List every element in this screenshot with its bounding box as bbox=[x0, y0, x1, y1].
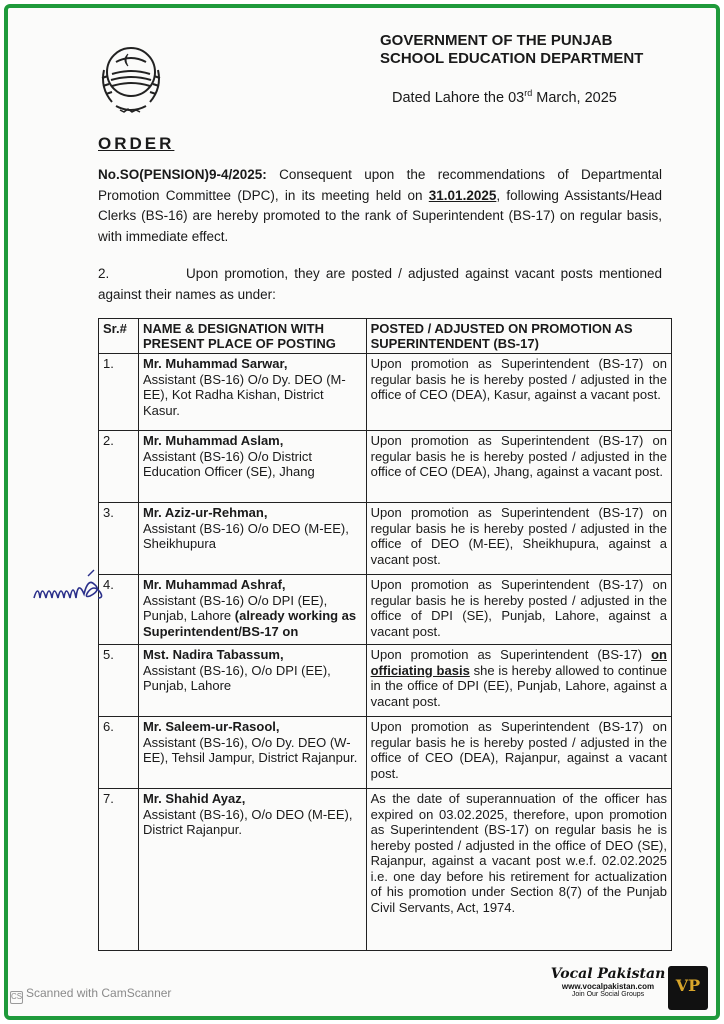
row-name-designation bbox=[138, 431, 366, 503]
officer-name: Mr. Muhammad Sarwar, bbox=[142, 356, 288, 371]
dated-prefix: Dated Lahore the 03 bbox=[392, 89, 525, 106]
header-serial: Sr.# bbox=[99, 319, 139, 354]
brand-name: Vocal Pakistan bbox=[550, 966, 666, 982]
officer-designation: Assistant (BS-16), O/o Dy. DEO (W-EE), Tehsil Jampur, District Rajanpur. bbox=[142, 734, 358, 765]
row-posting: Upon promotion as Superintendent (BS-17) on regular basis he is hereby posted / adjusted in the office of DPI (SE), Punjab, Lahore, against a vacant post. bbox=[366, 575, 671, 645]
header-name-designation: NAME & DESIGNATION WITH PRESENT PLACE OF POSTING bbox=[138, 319, 366, 354]
posting-text-b: she is hereby allowed to continue in the office of DPI (EE), Punjab, Lahore, against a vacant post. bbox=[370, 662, 667, 709]
order-paragraph-1 bbox=[98, 165, 662, 247]
row-name-designation bbox=[138, 354, 366, 431]
table-row bbox=[99, 717, 672, 789]
dpc-meeting-date: 31.01.2025 bbox=[428, 187, 497, 203]
officer-designation: Assistant (BS-16), O/o DEO (M-EE), District Rajanpur. bbox=[142, 806, 353, 837]
row-serial: 6. bbox=[99, 717, 139, 789]
officer-name: Mr. Muhammad Aslam, bbox=[142, 433, 284, 448]
brand-url: www.vocalpakistan.com bbox=[561, 982, 655, 991]
row-posting: Upon promotion as Superintendent (BS-17) on regular basis he is hereby posted / adjusted in the office of CEO (DEA), Jhang, against a vacant post. bbox=[366, 431, 671, 503]
row-posting: Upon promotion as Superintendent (BS-17) on regular basis he is hereby posted / adjusted in the office of CEO (DEA), Rajanpur, against a vacant post. bbox=[366, 717, 671, 789]
dated-line bbox=[392, 88, 617, 106]
order-heading: ORDER bbox=[98, 134, 175, 153]
row-name-designation bbox=[138, 789, 366, 951]
dated-suffix: March, 2025 bbox=[532, 89, 617, 106]
row-name-designation bbox=[138, 717, 366, 789]
paragraph-1-text-a: Consequent upon the recommendations of Departmental Promotion Committee (DPC), in its meeting held on bbox=[98, 167, 662, 203]
table-row bbox=[99, 503, 672, 575]
officer-name: Mr. Aziz-ur-Rehman, bbox=[142, 505, 268, 520]
table-row bbox=[99, 789, 672, 951]
officer-name: Mr. Saleem-ur-Rasool, bbox=[142, 719, 280, 734]
handwritten-signature bbox=[30, 568, 130, 612]
officer-name: Mr. Shahid Ayaz, bbox=[142, 791, 246, 806]
department-header bbox=[380, 32, 680, 68]
punjab-government-logo bbox=[98, 40, 164, 118]
officer-designation: Assistant (BS-16) O/o District Education Officer (SE), Jhang bbox=[142, 448, 315, 479]
table-row bbox=[99, 575, 672, 645]
promotion-table bbox=[98, 318, 672, 951]
row-serial: 4. bbox=[99, 575, 139, 645]
row-serial: 7. bbox=[99, 789, 139, 951]
posting-text-a: Upon promotion as Superintendent (BS-17) bbox=[370, 647, 652, 662]
table-row bbox=[99, 354, 672, 431]
order-reference: No.SO(PENSION)9-4/2025: bbox=[98, 167, 267, 182]
row-name-designation bbox=[138, 503, 366, 575]
row-name-designation bbox=[138, 645, 366, 717]
order-paragraph-2 bbox=[98, 264, 662, 305]
row-name-designation bbox=[138, 575, 366, 645]
brand-logo-icon: VP bbox=[668, 966, 708, 1010]
camscanner-icon: CS bbox=[10, 991, 23, 1004]
table-header-row bbox=[99, 319, 672, 354]
officer-name: Mst. Nadira Tabassum, bbox=[142, 647, 284, 662]
officer-designation-text: Assistant (BS-16) O/o DPI (EE), Punjab, Lahore bbox=[142, 592, 328, 623]
officer-designation bbox=[143, 593, 362, 640]
officer-name: Mr. Muhammad Ashraf, bbox=[142, 577, 286, 592]
paragraph-number: 2. bbox=[98, 266, 110, 281]
header-posting: POSTED / ADJUSTED ON PROMOTION AS SUPERINTENDENT (BS-17) bbox=[366, 319, 671, 354]
row-posting: Upon promotion as Superintendent (BS-17) on regular basis he is hereby posted / adjusted in the office of CEO (DEA), Kasur, against a vacant post. bbox=[366, 354, 671, 431]
dated-ordinal: rd bbox=[524, 88, 533, 98]
brand-watermark bbox=[548, 966, 668, 998]
government-title: GOVERNMENT OF THE PUNJAB bbox=[380, 32, 613, 49]
officer-designation: Assistant (BS-16) O/o Dy. DEO (M-EE), Kot Radha Kishan, District Kasur. bbox=[142, 371, 346, 418]
scanner-watermark bbox=[10, 986, 171, 1004]
row-serial: 2. bbox=[99, 431, 139, 503]
officiating-basis: on officiating basis bbox=[370, 647, 667, 678]
row-serial: 3. bbox=[99, 503, 139, 575]
row-posting: Upon promotion as Superintendent (BS-17) on regular basis he is hereby posted / adjusted in the office of DEO (M-EE), Sheikhupura, against a vacant post. bbox=[366, 503, 671, 575]
brand-tagline: Join Our Social Groups bbox=[571, 991, 645, 998]
department-title: SCHOOL EDUCATION DEPARTMENT bbox=[380, 50, 644, 67]
officer-designation-note: (already working as Superintendent/BS-17 on bbox=[142, 608, 357, 639]
officer-designation: Assistant (BS-16) O/o DEO (M-EE), Sheikhupura bbox=[142, 520, 349, 551]
row-serial: 5. bbox=[99, 645, 139, 717]
table-row bbox=[99, 431, 672, 503]
paragraph-1-text-b: , following Assistants/Head Clerks (BS-16) are hereby promoted to the rank of Superintendent (BS-17) on regular basis, with immediate effect. bbox=[98, 187, 662, 244]
paragraph-2-text: Upon promotion, they are posted / adjusted against vacant posts mentioned against their names as under: bbox=[98, 266, 662, 302]
officer-designation: Assistant (BS-16), O/o DPI (EE), Punjab, Lahore bbox=[142, 662, 331, 693]
row-serial: 1. bbox=[99, 354, 139, 431]
table-row bbox=[99, 645, 672, 717]
row-posting: As the date of superannuation of the officer has expired on 03.02.2025, therefore, upon promotion as Superintendent (BS-17) on regular basis he is hereby posted / adjusted in the office of DEO (SE), Rajanpur, against a vacant post w.e.f. 02.02.2025 i.e. one day before his retirement for actualization of his promotion under Section 8(7) of the Punjab Civil Servants, Act, 1974. bbox=[366, 789, 671, 951]
scanner-text: Scanned with CamScanner bbox=[26, 986, 172, 1000]
row-posting bbox=[366, 645, 671, 717]
